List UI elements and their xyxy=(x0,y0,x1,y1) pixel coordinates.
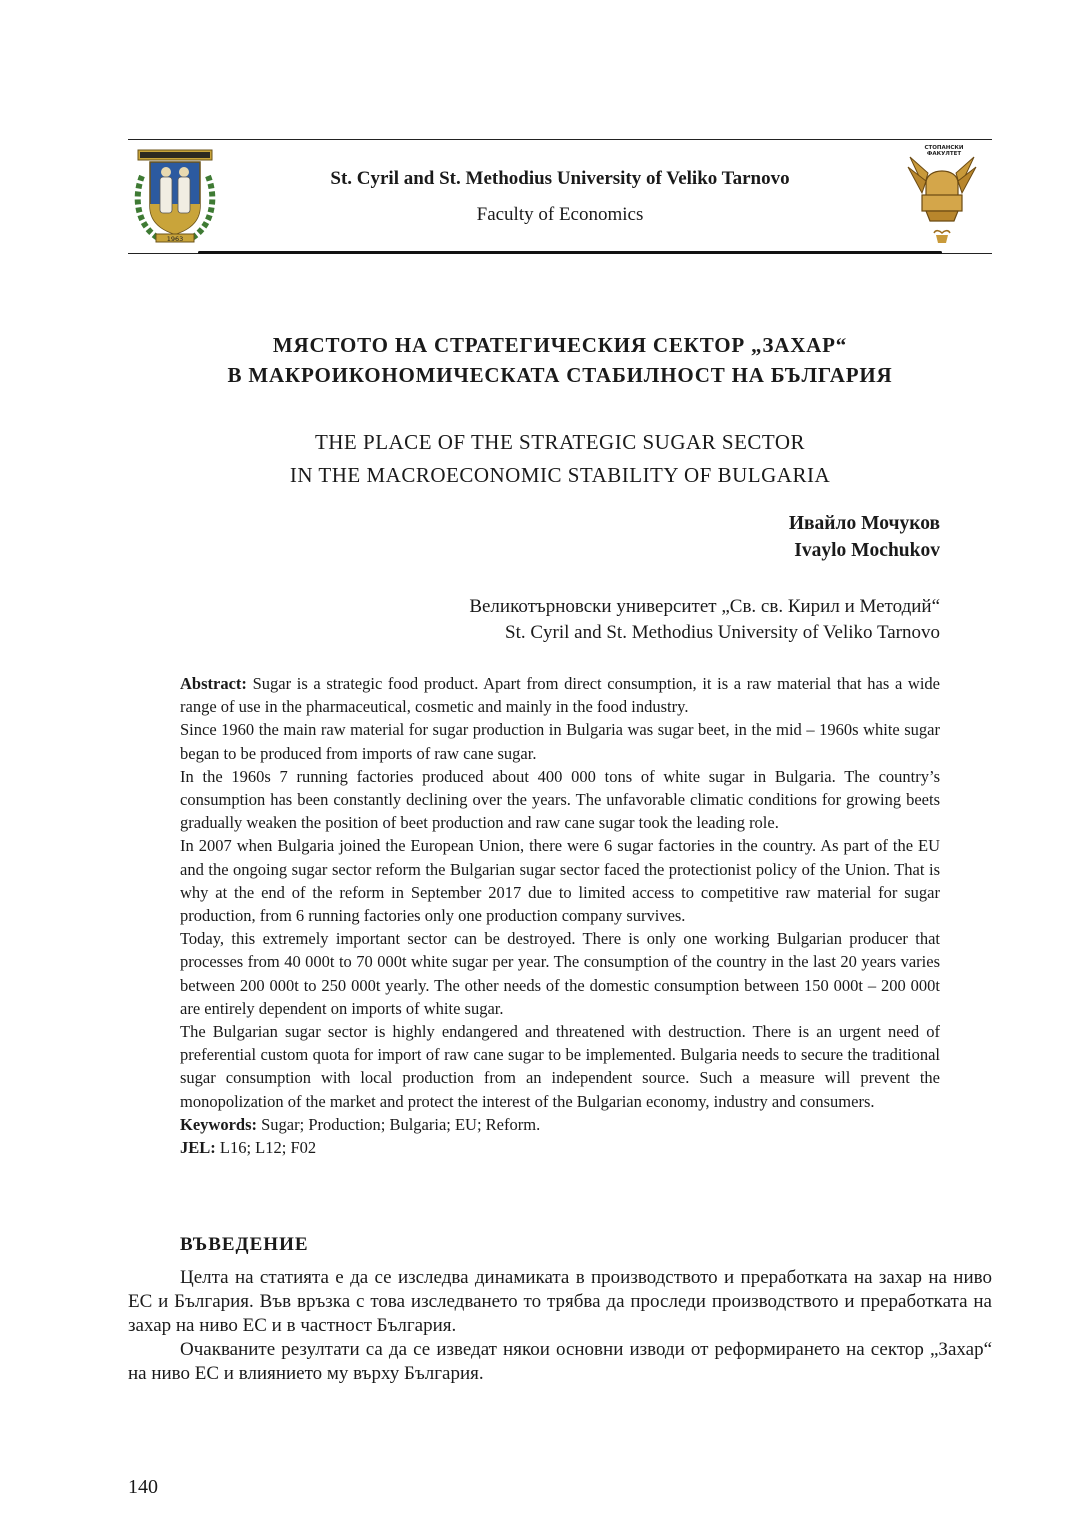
affiliation-en: St. Cyril and St. Methodius University of Veliko Tarnovo xyxy=(505,622,940,643)
abstract-paragraph: In the 1960s 7 running factories produced about 400 000 tons of white sugar in Bulgaria. The country’s consumption has been constantly declining over the years. The unfavorable climatic conditions for growing beets gradually weaken the position of beet production and raw cane sugar took the leading role. xyxy=(180,766,940,833)
crest-year: 1963 xyxy=(166,235,184,243)
abstract xyxy=(180,672,940,1159)
section-heading-introduction: ВЪВЕДЕНИЕ xyxy=(180,1234,309,1255)
keywords-line xyxy=(180,1113,940,1136)
university-name: St. Cyril and St. Methodius University of Veliko Tarnovo xyxy=(330,168,790,189)
faculty-logo-text-1: СТОПАНСКИ xyxy=(924,145,964,151)
body-paragraph: Целта на статията е да се изследва динамиката в производството и преработката на захар на ниво ЕС и България. Във връзка с това изследването то трябва да проследи производството и преработката на захар на ниво ЕС и в частност България. xyxy=(128,1267,992,1336)
affiliation-bg: Великотърновски университет „Св. св. Кирил и Методий“ xyxy=(469,596,940,617)
abstract-paragraph: The Bulgarian sugar sector is highly endangered and threatened with destruction. There is an urgent need of preferential custom quota for import of raw cane sugar to be implemented. Bulgaria needs to secure the traditional sugar consumption with local production from an independent source. Such a measure will prevent the monopolization of the market and protect the interest of the Bulgarian economy, industry and consumers. xyxy=(180,1022,940,1111)
title-en-line-2: IN THE MACROECONOMIC STABILITY OF BULGARIA xyxy=(289,463,831,487)
abstract-paragraph: Since 1960 the main raw material for sugar production in Bulgaria was sugar beet, in the mid – 1960s white sugar began to be produced from imports of raw cane sugar. xyxy=(180,720,940,763)
title-en-line-1: THE PLACE OF THE STRATEGIC SUGAR SECTOR xyxy=(314,430,806,454)
university-crest-logo xyxy=(130,146,220,246)
introduction-body xyxy=(128,1266,992,1386)
jel-line xyxy=(180,1136,940,1159)
jel-text: L16; L12; F02 xyxy=(219,1138,317,1158)
faculty-name: Faculty of Economics xyxy=(476,204,644,225)
abstract-paragraph: Today, this extremely important sector can be destroyed. There is only one working Bulgarian producer that processes from 40 000t to 70 000t white sugar per year. The consumption of the country in the last 20 years varies between 200 000t to 250 000t yearly. The other needs of the domestic consumption between 150 000t – 200 000t are entirely dependent on imports of white sugar. xyxy=(180,929,940,1018)
keywords-label: Keywords: xyxy=(180,1114,257,1134)
faculty-logo-text-2: ФАКУЛТЕТ xyxy=(926,151,962,157)
header-top-rule xyxy=(128,139,992,140)
author-name-bg: Ивайло Мочуков xyxy=(788,513,940,534)
header-bottom-rule xyxy=(128,253,992,254)
abstract-paragraph: In 2007 when Bulgaria joined the European Union, there were 6 sugar factories in the country. As part of the EU and the ongoing sugar sector reform the Bulgarian sugar sector faced the protectionist policy of the Union. That is why at the end of the reform in September 2017 due to limited access to competitive raw material for sugar production, from 6 running factories only one production company survives. xyxy=(180,836,940,926)
page-number: 140 xyxy=(128,1476,158,1498)
title-bulgarian xyxy=(128,330,992,390)
jel-label: JEL: xyxy=(180,1138,216,1158)
body-paragraph: Очакваните резултати са да се изведат някои основни изводи от реформирането на сектор „Захар“ на ниво ЕС и влиянието му върху България. xyxy=(128,1339,992,1384)
title-bg-line-2: В МАКРОИКОНОМИЧЕСКАТА СТАБИЛНОСТ НА БЪЛГАРИЯ xyxy=(227,363,893,387)
title-bg-line-1: МЯСТОТО НА СТРАТЕГИЧЕСКИЯ СЕКТОР „ЗАХАР“ xyxy=(272,333,848,357)
abstract-paragraph xyxy=(180,672,940,718)
abstract-text-1: Sugar is a strategic food product. Apart from direct consumption, it is a raw material that has a wide range of use in the pharmaceutical, cosmetic and mainly in the food industry. xyxy=(180,674,940,717)
title-english xyxy=(128,426,992,492)
faculty-winged-helmet-logo xyxy=(906,143,978,247)
keywords-text: Sugar; Production; Bulgaria; EU; Reform. xyxy=(261,1114,541,1134)
abstract-label: Abstract: xyxy=(180,674,247,693)
author-name-en: Ivaylo Mochukov xyxy=(794,540,940,561)
